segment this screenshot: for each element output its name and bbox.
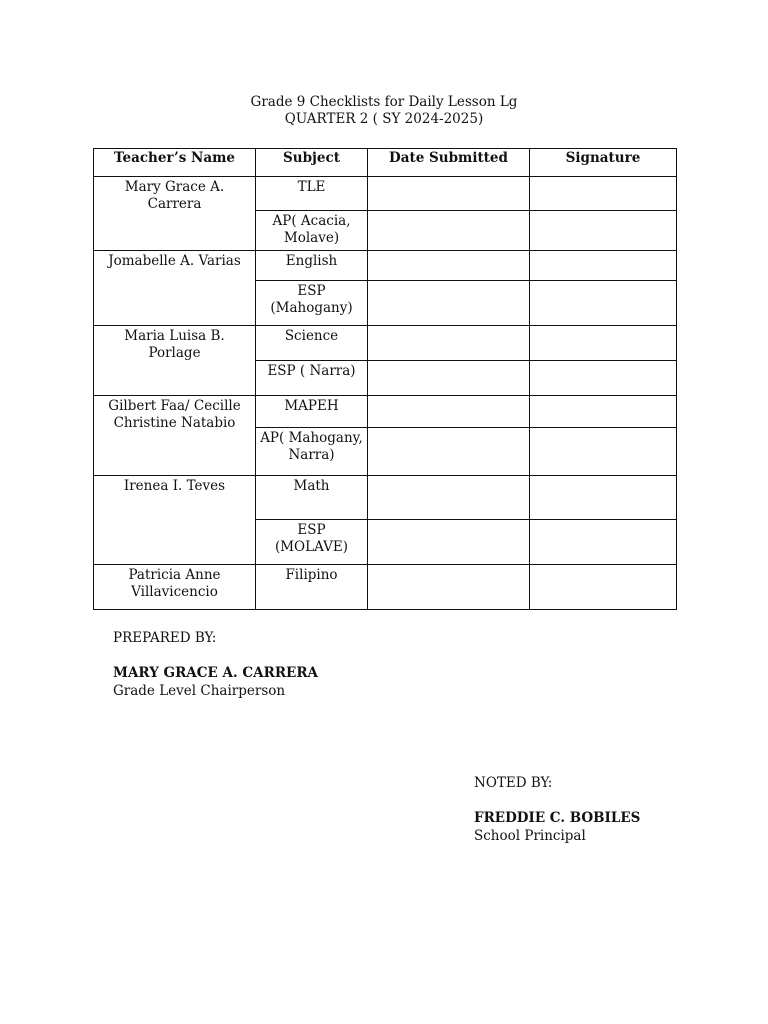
signature-cell xyxy=(530,211,677,251)
teacher-name-cell: Irenea I. Teves xyxy=(94,476,256,565)
subject-cell: ESP (Mahogany) xyxy=(256,281,368,326)
date-submitted-cell xyxy=(368,177,530,211)
signature-cell xyxy=(530,476,677,520)
document-subtitle: QUARTER 2 ( SY 2024-2025) xyxy=(284,111,484,127)
date-submitted-cell xyxy=(368,361,530,396)
signature-cell xyxy=(530,565,677,610)
subject-cell: AP( Mahogany, Narra) xyxy=(256,428,368,476)
table-row xyxy=(94,396,677,428)
noted-by-label: NOTED BY: xyxy=(474,775,553,791)
date-submitted-cell xyxy=(368,396,530,428)
subject-cell: Math xyxy=(256,476,368,520)
date-submitted-cell xyxy=(368,251,530,281)
subject-cell: MAPEH xyxy=(256,396,368,428)
signature-cell xyxy=(530,520,677,565)
date-submitted-cell xyxy=(368,326,530,361)
subject-cell: TLE xyxy=(256,177,368,211)
date-submitted-cell xyxy=(368,520,530,565)
document-title-block xyxy=(0,94,768,128)
prepared-by-name: MARY GRACE A. CARRERA xyxy=(113,665,319,681)
header-date-submitted: Date Submitted xyxy=(368,149,530,177)
subject-cell: ESP ( Narra) xyxy=(256,361,368,396)
table-row xyxy=(94,476,677,520)
noted-by-position: School Principal xyxy=(474,828,586,844)
subject-cell: Science xyxy=(256,326,368,361)
teacher-name-cell: Patricia Anne Villavicencio xyxy=(94,565,256,610)
table-row xyxy=(94,326,677,361)
header-signature: Signature xyxy=(530,149,677,177)
header-teacher-name: Teacher’s Name xyxy=(94,149,256,177)
subject-cell: English xyxy=(256,251,368,281)
subject-cell: Filipino xyxy=(256,565,368,610)
teacher-name-cell: Gilbert Faa/ Cecille Christine Natabio xyxy=(94,396,256,476)
date-submitted-cell xyxy=(368,211,530,251)
teacher-name-cell: Maria Luisa B. Porlage xyxy=(94,326,256,396)
signature-cell xyxy=(530,251,677,281)
prepared-by-label: PREPARED BY: xyxy=(113,630,217,646)
signature-cell xyxy=(530,326,677,361)
date-submitted-cell xyxy=(368,476,530,520)
signature-cell xyxy=(530,396,677,428)
signature-cell xyxy=(530,177,677,211)
table-row xyxy=(94,565,677,610)
date-submitted-cell xyxy=(368,565,530,610)
prepared-by-position: Grade Level Chairperson xyxy=(113,683,286,699)
table-header-row xyxy=(94,149,677,177)
noted-by-block xyxy=(474,774,640,845)
noted-by-name: FREDDIE C. BOBILES xyxy=(474,810,641,826)
table-row xyxy=(94,251,677,281)
teacher-name-cell: Jomabelle A. Varias xyxy=(94,251,256,326)
checklist-table xyxy=(93,148,677,610)
date-submitted-cell xyxy=(368,428,530,476)
teacher-name-cell: Mary Grace A. Carrera xyxy=(94,177,256,251)
prepared-by-block xyxy=(113,629,318,700)
table-row xyxy=(94,177,677,211)
signature-cell xyxy=(530,428,677,476)
header-subject: Subject xyxy=(256,149,368,177)
document-title: Grade 9 Checklists for Daily Lesson Lg xyxy=(250,94,518,110)
signature-cell xyxy=(530,361,677,396)
subject-cell: ESP (MOLAVE) xyxy=(256,520,368,565)
signature-cell xyxy=(530,281,677,326)
date-submitted-cell xyxy=(368,281,530,326)
subject-cell: AP( Acacia, Molave) xyxy=(256,211,368,251)
